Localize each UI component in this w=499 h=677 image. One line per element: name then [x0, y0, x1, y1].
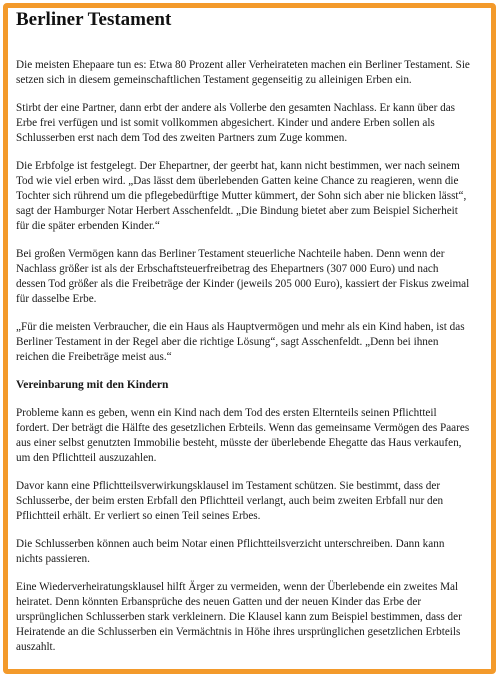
paragraph-section-3: Die Schlusserben können auch beim Notar einen Pflichtteilsverzicht unterschreiben. Dann kann nichts passieren. — [16, 538, 445, 565]
section-heading: Vereinbarung mit den Kindern — [16, 379, 169, 391]
document-title: Berliner Testament — [16, 9, 172, 30]
paragraph-intro-4: Bei großen Vermögen kann das Berliner Testament steuerliche Nachteile haben. Denn wenn der Nachlass größer ist als der Erbschaftsteuerfreibetrag des Ehepartners (307 000 Euro) und nach dessen Tod größer als die Freibeträge der Kinder (jeweils 205 000 Euro), kassiert der Fiskus zweimal für dasselbe Erbe. — [16, 248, 470, 305]
paragraph-section-4: Eine Wiederverheiratungsklausel hilft Ärger zu vermeiden, wenn der Überlebende ein zweites Mal heiratet. Denn könnten Erbansprüche des neuen Gatten und der neuen Kinder das Erbe der ursprünglichen Schlusserben stark verkleinern. Die Klausel kann zum Beispiel bestimmen, dass der Heiratende an die Schlusserben ein Vermächtnis in Höhe ihres ursprünglichen gesetzlichen Erbteils auszahlt. — [16, 581, 462, 653]
document-page — [16, 8, 471, 668]
paragraph-intro-2: Stirbt der eine Partner, dann erbt der andere als Vollerbe den gesamten Nachlass. Er kann über das Erbe frei verfügen und ist somit vollkommen abgesichert. Kinder und andere Erben sollen als Schlusserben erst nach dem Tod des zweiten Partners zum Zuge kommen. — [16, 102, 456, 144]
paragraph-intro-1: Die meisten Ehepaare tun es: Etwa 80 Prozent aller Verheirateten machen ein Berliner Testament. Sie setzen sich in diesem gemeinschaftlichen Testament gegenseitig zu alleinigen Erben ein. — [16, 59, 470, 86]
paragraph-intro-5: „Für die meisten Verbraucher, die ein Haus als Hauptvermögen und mehr als ein Kind haben, ist das Berliner Testament in der Regel aber die richtige Lösung“, sagt Asschenfeldt. „Denn bei ihnen reichen die Freibeträge meist aus.“ — [16, 321, 465, 363]
paragraph-section-2: Davor kann eine Pflichtteilsverwirkungsklausel im Testament schützen. Sie bestimmt, dass der Schlusserbe, der beim ersten Erbfall den Pflichtteil verlangt, auch beim zweiten Erbfall nur den Pflichtteil erhält. Er verliert so einen Teil seines Erbes. — [16, 480, 444, 522]
paragraph-section-1: Probleme kann es geben, wenn ein Kind nach dem Tod des ersten Elternteils seinen Pflichtteil fordert. Der beträgt die Hälfte des gesetzlichen Erbteils. Wenn das gemeinsame Vermögen des Paares aus einer selbst genutzten Immobilie besteht, müsste der überlebende Ehegatte das Haus verkaufen, um den Pflichtteil auszuzahlen. — [16, 407, 470, 464]
paragraph-intro-3: Die Erbfolge ist festgelegt. Der Ehepartner, der geerbt hat, kann nicht bestimmen, wer nach seinem Tod wie viel erben wird. „Das lässt dem überlebenden Gatten keine Chance zu reagieren, wenn die Tochter sich rührend um die pflegebedürftige Mutter kümmert, der Sohn sich aber nie blicken lässt“, sagt der Hamburger Notar Herbert Asschenfeldt. „Die Bindung bietet aber zum Beispiel Sicherheit für die später erbenden Kinder.“ — [16, 160, 467, 232]
